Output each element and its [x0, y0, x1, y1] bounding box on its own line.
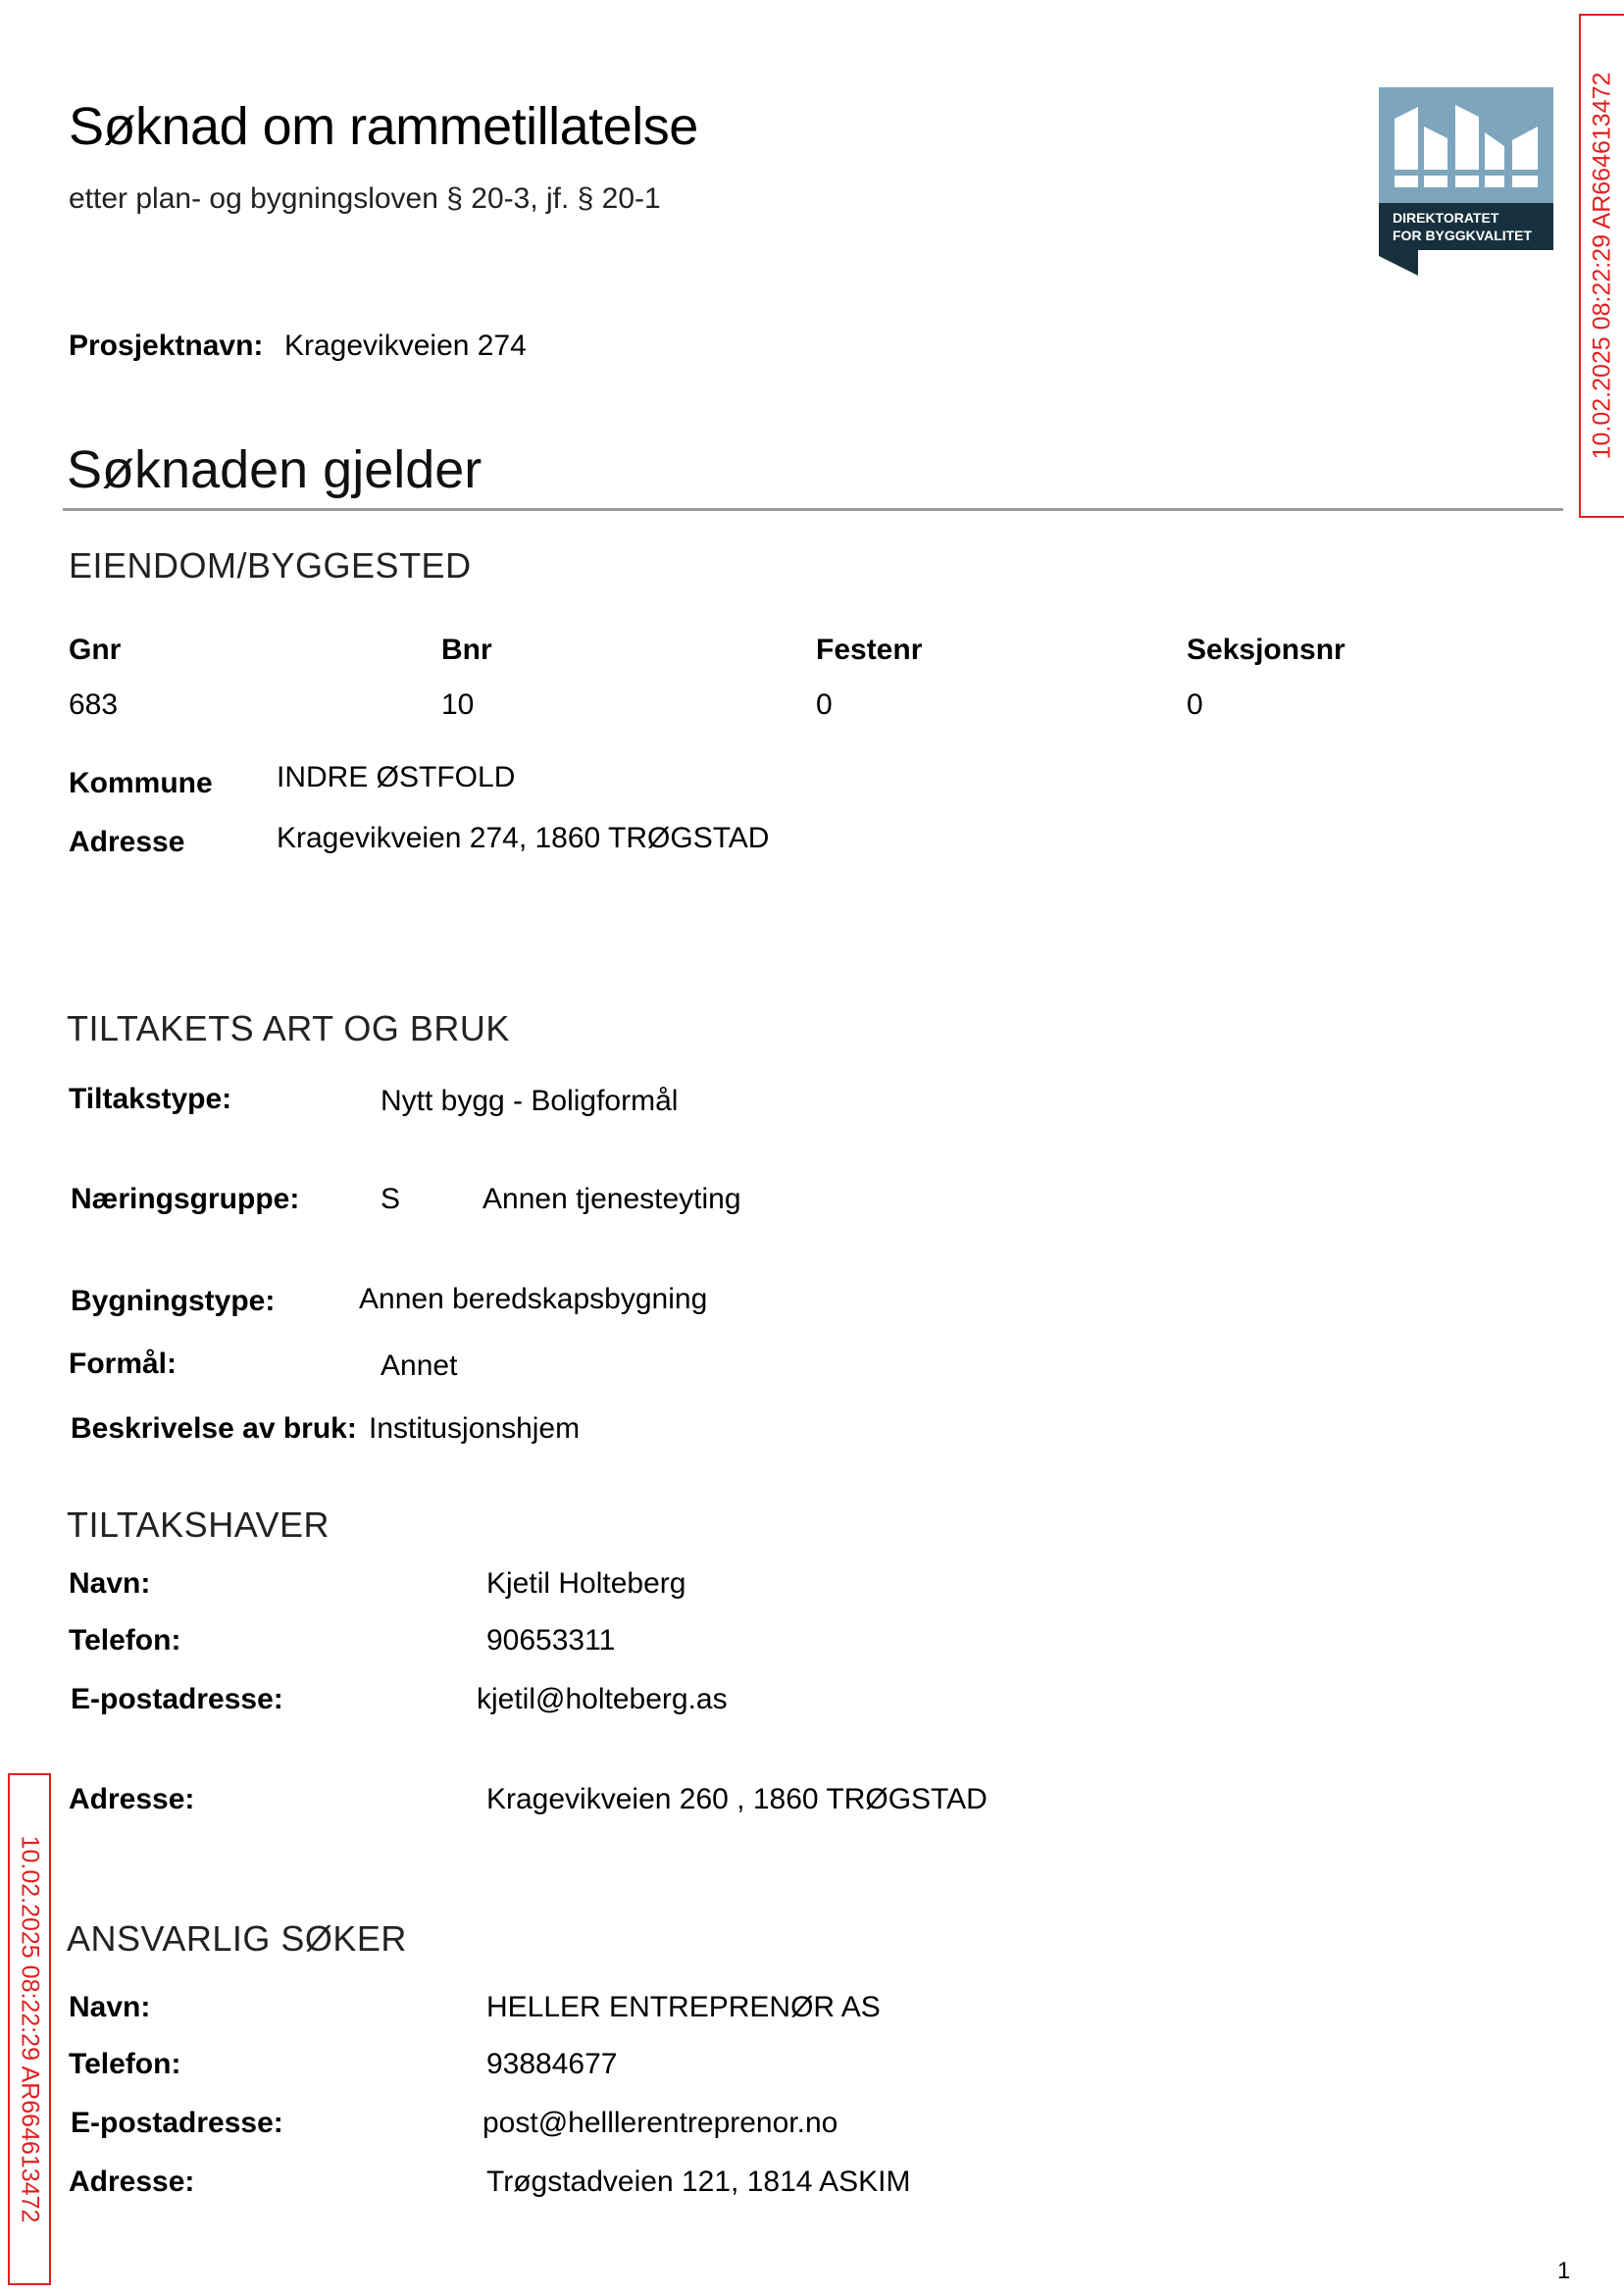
document-title: Søknad om rammetillatelse: [69, 97, 698, 156]
timestamp-stamp-text: 10.02.2025 08:22:29 AR664613472: [16, 1835, 44, 2223]
industry-group-label: Næringsgruppe:: [71, 1183, 300, 1215]
applicant-email-value: post@helllerentreprenor.no: [482, 2107, 838, 2139]
owner-address-label: Adresse:: [69, 1783, 195, 1815]
applicant-email-label: E-postadresse:: [71, 2107, 283, 2139]
document-subtitle: etter plan- og bygningsloven § 20-3, jf. § 20-1: [69, 182, 661, 215]
heading-divider: [63, 508, 1563, 511]
seksjonsnr-label: Seksjonsnr: [1187, 634, 1345, 666]
applicant-address-value: Trøgstadveien 121, 1814 ASKIM: [486, 2166, 911, 2198]
project-name-label: Prosjektnavn:: [69, 330, 264, 362]
usage-description-value: Institusjonshjem: [369, 1412, 581, 1445]
festenr-label: Festenr: [816, 634, 923, 666]
industry-group-value: Annen tjenesteyting: [482, 1183, 741, 1215]
seksjonsnr-value: 0: [1187, 688, 1203, 721]
owner-name-label: Navn:: [69, 1567, 151, 1600]
building-type-label: Bygningstype:: [71, 1285, 276, 1317]
usage-description-label: Beskrivelse av bruk:: [71, 1412, 357, 1445]
measure-type-label: Tiltakstype:: [69, 1083, 232, 1115]
property-section-heading: EIENDOM/BYGGESTED: [69, 545, 472, 586]
applicant-phone-label: Telefon:: [69, 2048, 181, 2080]
applicant-name-label: Navn:: [69, 1991, 151, 2023]
gnr-value: 683: [69, 688, 119, 721]
dibk-logo-graphic: [1379, 87, 1553, 276]
timestamp-stamp-text: 10.02.2025 08:22:29 AR664613472: [1588, 72, 1616, 460]
timestamp-stamp-side: [8, 1773, 51, 2285]
kommune-label: Kommune: [69, 767, 213, 799]
applicant-address-label: Adresse:: [69, 2166, 195, 2198]
logo-text-line1: DIREKTORATET: [1393, 210, 1499, 226]
dibk-logo: [1379, 87, 1553, 276]
bnr-value: 10: [441, 688, 475, 721]
purpose-value: Annet: [381, 1350, 458, 1382]
purpose-label: Formål:: [69, 1348, 178, 1380]
owner-phone-value: 90653311: [486, 1624, 616, 1657]
adresse-label: Adresse: [69, 826, 185, 858]
owner-address-value: Kragevikveien 260 , 1860 TRØGSTAD: [486, 1783, 988, 1815]
page-number: 1: [1557, 2258, 1571, 2284]
gnr-label: Gnr: [69, 634, 122, 666]
bnr-label: Bnr: [441, 634, 492, 666]
owner-name-value: Kjetil Holteberg: [486, 1567, 686, 1600]
applicant-section-heading: ANSVARLIG SØKER: [67, 1918, 407, 1959]
owner-phone-label: Telefon:: [69, 1624, 181, 1657]
logo-text-line2: FOR BYGGKVALITET: [1393, 228, 1533, 243]
applicant-phone-value: 93884677: [486, 2048, 618, 2080]
application-heading: Søknaden gjelder: [67, 440, 482, 499]
festenr-value: 0: [816, 688, 833, 721]
owner-section-heading: TILTAKSHAVER: [67, 1504, 330, 1545]
owner-email-label: E-postadresse:: [71, 1683, 283, 1715]
kommune-value: INDRE ØSTFOLD: [277, 761, 516, 793]
timestamp-stamp-top: [1579, 14, 1624, 518]
measure-type-value: Nytt bygg - Boligformål: [381, 1085, 679, 1117]
owner-email-value: kjetil@holteberg.as: [477, 1683, 728, 1715]
project-name-value: Kragevikveien 274: [284, 330, 527, 362]
applicant-name-value: HELLER ENTREPRENØR AS: [486, 1991, 881, 2023]
industry-group-code: S: [381, 1183, 401, 1215]
building-type-value: Annen beredskapsbygning: [359, 1283, 708, 1315]
measure-section-heading: TILTAKETS ART OG BRUK: [67, 1008, 510, 1048]
adresse-value: Kragevikveien 274, 1860 TRØGSTAD: [277, 822, 770, 854]
